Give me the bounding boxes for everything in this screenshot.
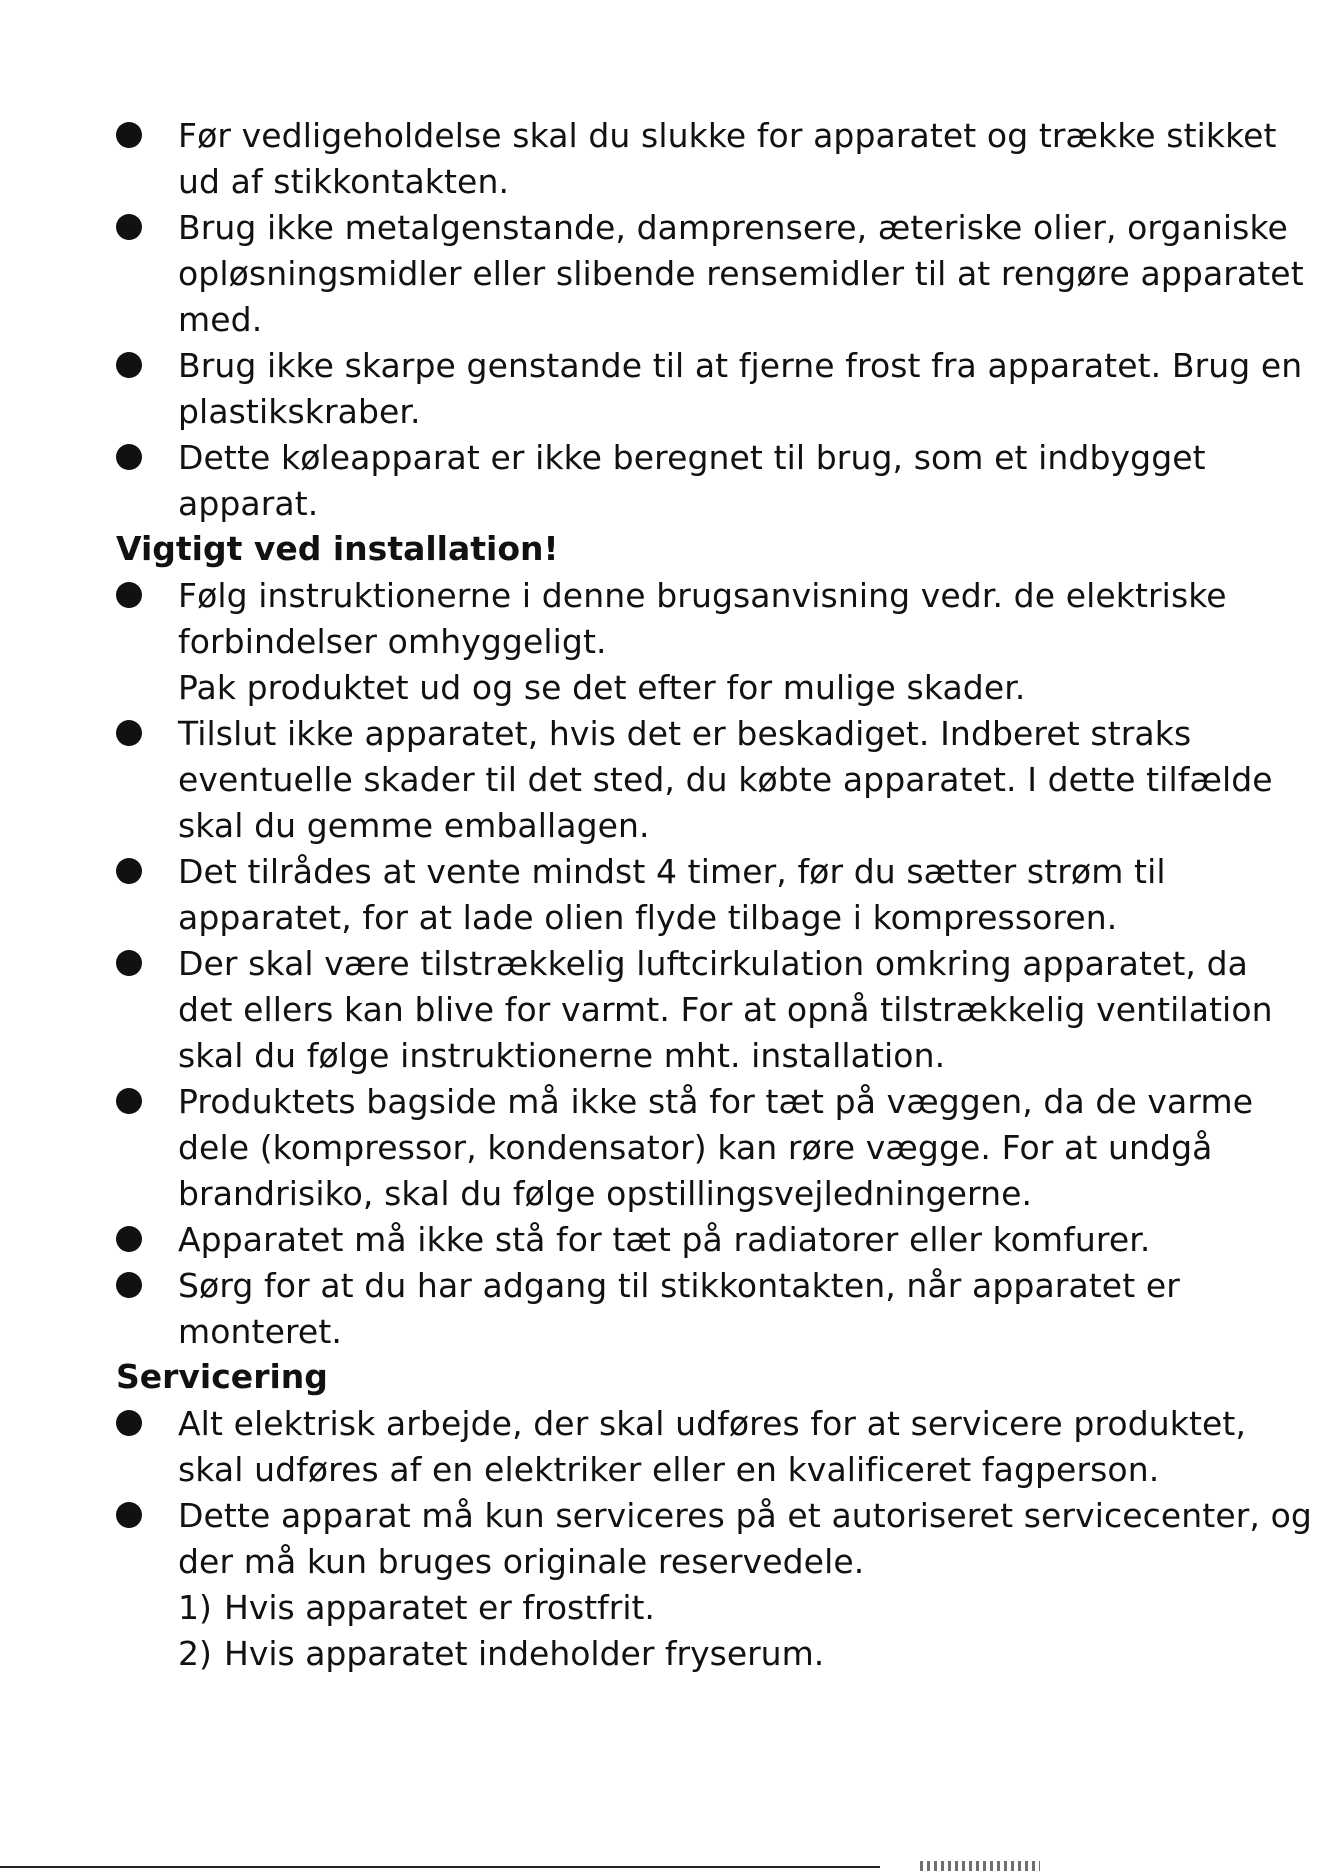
bullet-line: apparatet, for at lade olien flyde tilbage i kompressoren.	[178, 898, 1118, 937]
bullet-line: opløsningsmidler eller slibende rensemidler til at rengøre apparatet	[178, 254, 1304, 293]
bullet-line: Pak produktet ud og se det efter for mulige skader.	[178, 668, 1026, 707]
bullet-line: skal du gemme emballagen.	[178, 806, 650, 845]
footer-mark	[920, 1861, 1040, 1871]
bullet-line: forbindelser omhyggeligt.	[178, 622, 607, 661]
bullet-icon	[116, 352, 142, 378]
bullet-line: Alt elektrisk arbejde, der skal udføres for at servicere produktet,	[178, 1404, 1247, 1443]
bullet-line: Før vedligeholdelse skal du slukke for apparatet og trække stikket	[178, 116, 1277, 155]
bullet-line: Dette køleapparat er ikke beregnet til brug, som et indbygget	[178, 438, 1206, 477]
bullet-line: Det tilrådes at vente mindst 4 timer, før du sætter strøm til	[178, 852, 1166, 891]
bullet-icon	[116, 1088, 142, 1114]
bullet-line: med.	[178, 300, 263, 339]
footnote-number: 1)	[178, 1588, 212, 1627]
bullet-icon	[116, 122, 142, 148]
bullet-line: eventuelle skader til det sted, du købte apparatet. I dette tilfælde	[178, 760, 1273, 799]
bullet-line: plastikskraber.	[178, 392, 421, 431]
bullet-icon	[116, 1272, 142, 1298]
bullet-line: dele (kompressor, kondensator) kan røre vægge. For at undgå	[178, 1128, 1213, 1167]
footer-divider	[0, 1866, 880, 1868]
footnote-text: Hvis apparatet er frostfrit.	[224, 1588, 655, 1627]
bullet-line: monteret.	[178, 1312, 342, 1351]
bullet-icon	[116, 1226, 142, 1252]
bullet-line: Der skal være tilstrækkelig luftcirkulation omkring apparatet, da	[178, 944, 1248, 983]
bullet-line: Brug ikke skarpe genstande til at fjerne frost fra apparatet. Brug en	[178, 346, 1303, 385]
bullet-line: brandrisiko, skal du følge opstillingsvejledningerne.	[178, 1174, 1033, 1213]
bullet-line: Produktets bagside må ikke stå for tæt på væggen, da de varme	[178, 1082, 1254, 1121]
bullet-icon	[116, 950, 142, 976]
footnote-number: 2)	[178, 1634, 212, 1673]
bullet-line: der må kun bruges originale reservedele.	[178, 1542, 865, 1581]
bullet-line: Følg instruktionerne i denne brugsanvisning vedr. de elektriske	[178, 576, 1227, 615]
bullet-line: Sørg for at du har adgang til stikkontakten, når apparatet er	[178, 1266, 1180, 1305]
bullet-icon	[116, 858, 142, 884]
section-heading-installation: Vigtigt ved installation!	[116, 529, 559, 568]
bullet-line: Dette apparat må kun serviceres på et autoriseret servicecenter, og	[178, 1496, 1312, 1535]
bullet-line: skal udføres af en elektriker eller en kvalificeret fagperson.	[178, 1450, 1160, 1489]
bullet-icon	[116, 214, 142, 240]
bullet-line: Tilslut ikke apparatet, hvis det er beskadiget. Indberet straks	[178, 714, 1192, 753]
bullet-icon	[116, 1410, 142, 1436]
bullet-icon	[116, 444, 142, 470]
bullet-line: det ellers kan blive for varmt. For at opnå tilstrækkelig ventilation	[178, 990, 1273, 1029]
bullet-icon	[116, 720, 142, 746]
bullet-line: Apparatet må ikke stå for tæt på radiatorer eller komfurer.	[178, 1220, 1151, 1259]
bullet-line: apparat.	[178, 484, 319, 523]
bullet-line: ud af stikkontakten.	[178, 162, 510, 201]
bullet-line: Brug ikke metalgenstande, damprensere, æteriske olier, organiske	[178, 208, 1288, 247]
bullet-line: skal du følge instruktionerne mht. installation.	[178, 1036, 946, 1075]
section-heading-service: Servicering	[116, 1357, 328, 1396]
bullet-icon	[116, 582, 142, 608]
bullet-icon	[116, 1502, 142, 1528]
footnote-text: Hvis apparatet indeholder fryserum.	[224, 1634, 825, 1673]
